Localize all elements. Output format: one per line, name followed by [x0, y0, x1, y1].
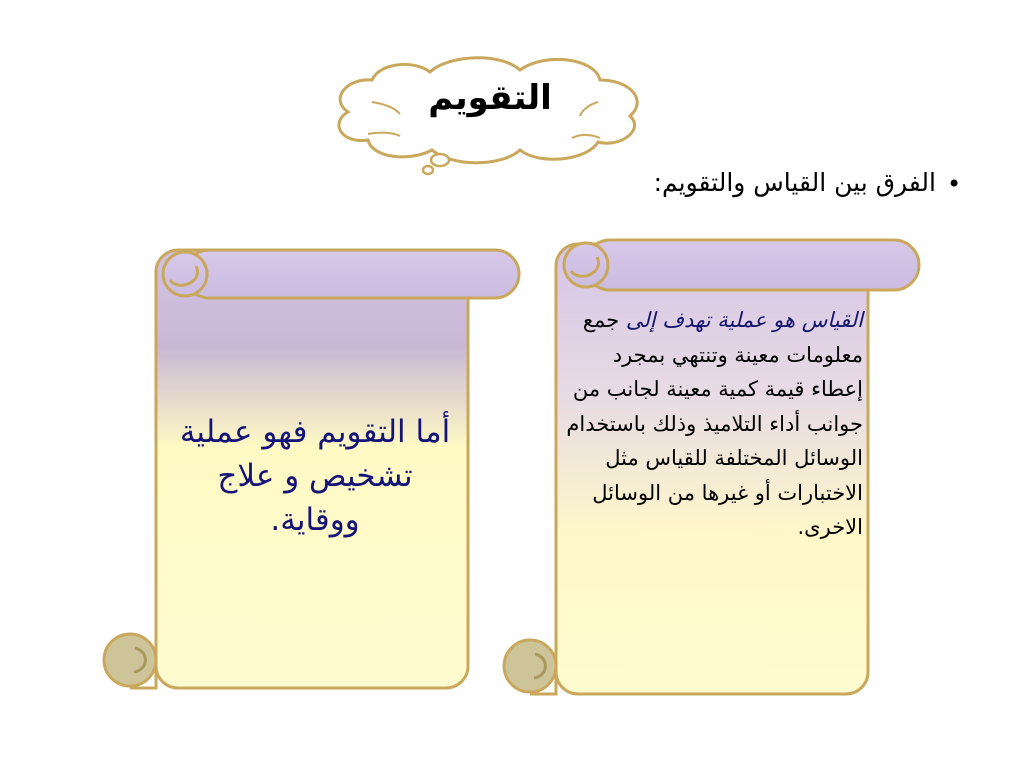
- scroll-right-body: جمع معلومات معينة وتنتهي بمجرد إعطاء قيمة كمية معينة لجانب من جوانب أداء التلاميذ وذلك باستخدام الوسائل المختلفة للقياس مثل الاختبارات أو غيرها من الوسائل الاخرى.: [566, 308, 863, 539]
- slide-title: التقويم: [428, 78, 552, 118]
- bullet-text: الفرق بين القياس والتقويم:: [653, 168, 936, 197]
- scroll-right-lead: القياس هو عملية تهدف إلى: [625, 308, 863, 332]
- scroll-right-text: [565, 303, 863, 545]
- scroll-left-text: أما التقويم فهو عملية تشخيص و علاج ووقاية.: [179, 414, 451, 538]
- bullet-icon: •: [947, 170, 962, 198]
